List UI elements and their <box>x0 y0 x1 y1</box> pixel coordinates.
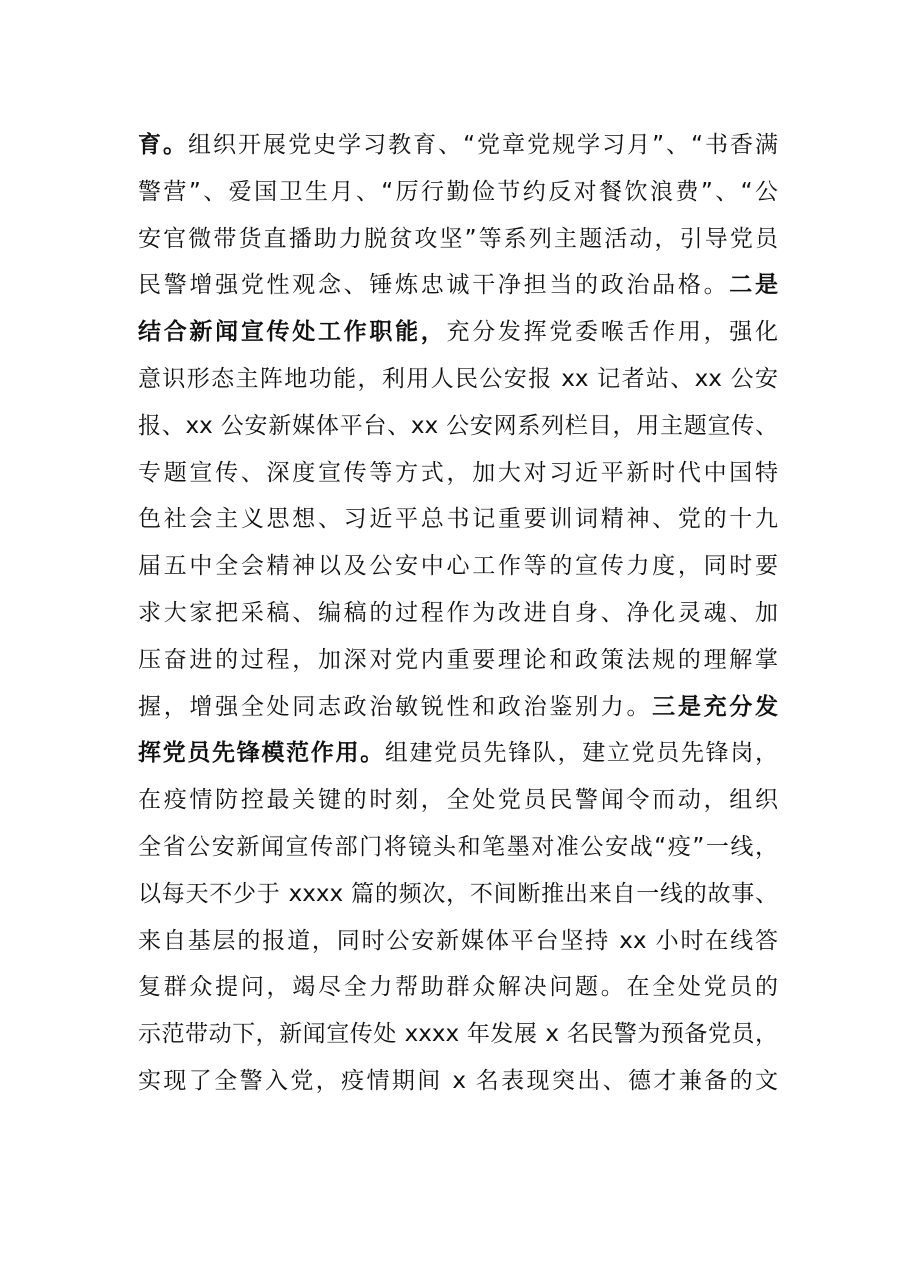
bold-text-run: 结合新闻宣传处工作职能， <box>138 319 447 346</box>
text-run: 届五中全会精神以及公安中心工作等的宣传力度，同时要 <box>138 553 778 580</box>
text-run: 复群众提问，竭尽全力帮助群众解决问题。在全处党员的 <box>138 974 778 1001</box>
text-run: 以每天不少于 xxxx 篇的频次，不间断推出来自一线的故事、 <box>138 880 778 907</box>
text-run: 报、xx 公安新媒体平台、xx 公安网系列栏目，用主题宣传、 <box>138 412 778 439</box>
bold-text-run: 育。 <box>138 132 189 158</box>
text-line <box>138 824 778 871</box>
text-run: 组织开展党史学习教育、“党章党规学习月”、“书香满 <box>188 132 778 158</box>
text-run: 压奋进的过程，加深对党内重要理论和政策法规的理解掌 <box>138 646 778 673</box>
text-line <box>138 1058 778 1105</box>
text-run: 握，增强全处同志政治敏锐性和政治鉴别力。 <box>138 693 653 720</box>
text-run: 示范带动下，新闻宣传处 xxxx 年发展 x 名民警为预备党员， <box>138 1021 778 1048</box>
text-line <box>138 450 778 497</box>
text-run: 组建党员先锋队，建立党员先锋岗， <box>384 740 778 767</box>
text-line <box>138 496 778 543</box>
text-line <box>138 871 778 918</box>
text-line <box>138 262 778 309</box>
text-run: 在疫情防控最关键的时刻，全处党员民警闻令而动，组织 <box>138 787 778 814</box>
text-line <box>138 777 778 824</box>
text-line <box>138 964 778 1011</box>
text-line <box>138 122 778 169</box>
text-line <box>138 684 778 731</box>
text-line <box>138 169 778 216</box>
text-line <box>138 918 778 965</box>
text-line <box>138 216 778 263</box>
text-line <box>138 730 778 777</box>
text-line <box>138 403 778 450</box>
text-run: 全省公安新闻宣传部门将镜头和笔墨对准公安战“疫”一线， <box>138 833 778 860</box>
text-line <box>138 590 778 637</box>
text-run: 色社会主义思想、习近平总书记重要训词精神、党的十九 <box>138 506 778 533</box>
text-line <box>138 543 778 590</box>
bold-text-run: 二是 <box>729 272 778 299</box>
text-run: 求大家把采稿、编稿的过程作为改进自身、净化灵魂、加 <box>138 599 778 626</box>
text-run: 民警增强党性观念、锤炼忠诚干净担当的政治品格。 <box>138 272 730 299</box>
bold-text-run: 挥党员先锋模范作用。 <box>138 740 385 767</box>
text-line <box>138 356 778 403</box>
text-run: 警营”、爱国卫生月、“厉行勤俭节约反对餐饮浪费”、“公 <box>138 178 778 205</box>
text-run: 安官微带货直播助力脱贫攻坚”等系列主题活动，引导党员 <box>138 225 778 252</box>
text-run: 来自基层的报道，同时公安新媒体平台坚持 xx 小时在线答 <box>138 927 778 954</box>
text-run: 专题宣传、深度宣传等方式，加大对习近平新时代中国特 <box>138 459 778 486</box>
text-run: 意识形态主阵地功能，利用人民公安报 xx 记者站、xx 公安 <box>138 365 778 392</box>
text-line <box>138 1011 778 1058</box>
bold-text-run: 三是充分发 <box>652 693 778 720</box>
text-line <box>138 637 778 684</box>
text-run: 实现了全警入党，疫情期间 x 名表现突出、德才兼备的文 <box>138 1067 778 1094</box>
text-line <box>138 309 778 356</box>
text-run: 充分发挥党委喉舌作用，强化 <box>446 319 778 346</box>
body-text <box>138 122 778 1105</box>
